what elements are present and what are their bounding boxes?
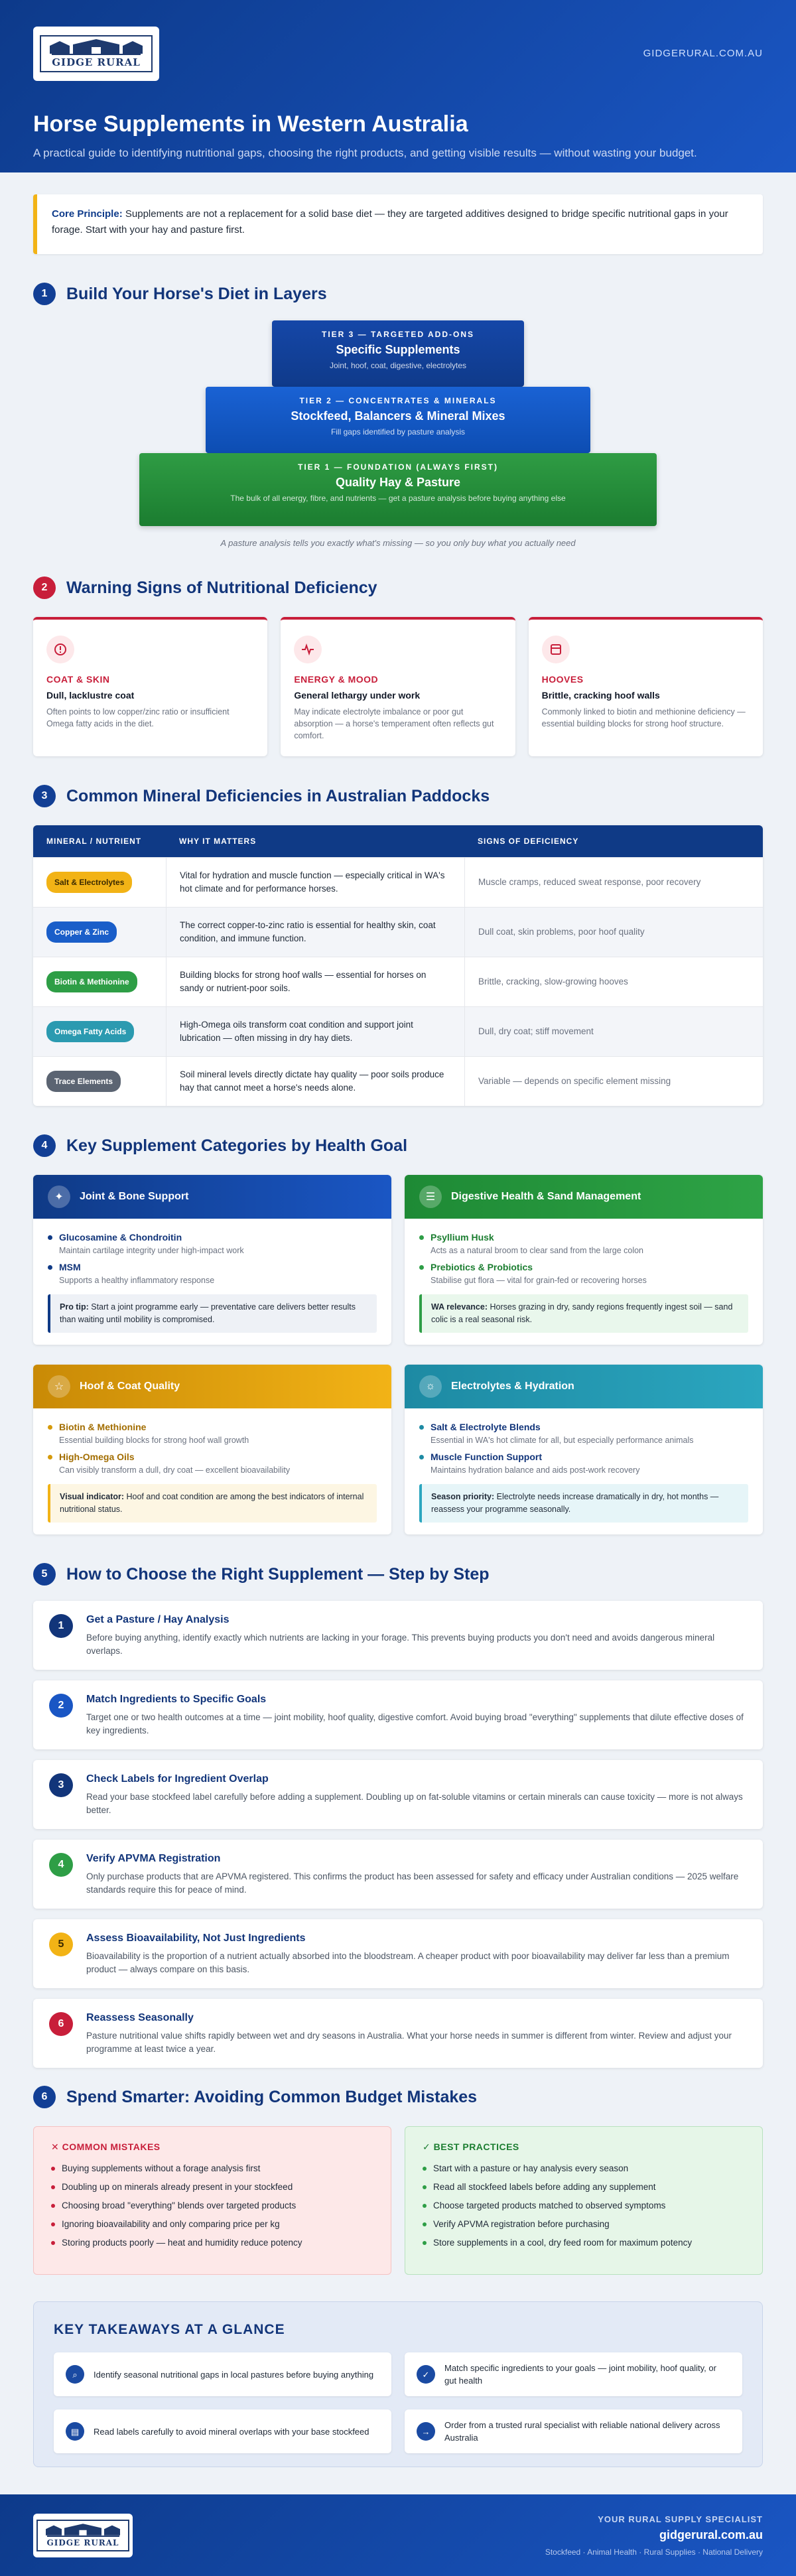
section-title: Build Your Horse's Diet in Layers	[66, 284, 327, 303]
pyramid-tier-3	[272, 320, 524, 387]
search-icon: ⌕	[66, 2365, 84, 2384]
step-number: 4	[49, 1853, 73, 1877]
list-item-text: Store supplements in a cool, dry feed room for maximum potency	[433, 2238, 693, 2248]
bullet-dot	[51, 2185, 55, 2189]
step-number: 1	[49, 1614, 73, 1638]
takeaway-text: Order from a trusted rural specialist with reliable national delivery across Australia	[444, 2420, 720, 2443]
section-3-heading	[33, 783, 763, 809]
list-item-text: Choose targeted products matched to observed symptoms	[433, 2201, 666, 2210]
warning-category: COAT & SKIN	[46, 674, 110, 685]
bullet-dot	[48, 1455, 52, 1459]
category-body	[405, 1219, 763, 1345]
site-url-link[interactable]: GIDGERURAL.COM.AU	[643, 48, 763, 59]
tier-desc: Fill gaps identified by pasture analysis	[330, 427, 466, 437]
why-cell: High-Omega oils transform coat condition and support joint lubrication — often missing in dry hay diets.	[166, 1007, 464, 1056]
section-number: 3	[33, 785, 56, 807]
category-item-desc: Essential building blocks for strong hoof wall growth	[59, 1436, 249, 1445]
takeaway-text: Identify seasonal nutritional gaps in local pastures before buying anything	[94, 2369, 374, 2380]
table-row	[33, 907, 763, 957]
tier-desc: The bulk of all energy, fibre, and nutrients — get a pasture analysis before buying anything else	[230, 494, 566, 503]
note-label: Visual indicator:	[60, 1492, 125, 1501]
step-desc: Target one or two health outcomes at a time — joint mobility, hoof quality, digestive comfort. Avoid buying broad "everything" supplements that dilute effective doses of key ingredients.	[86, 1712, 744, 1735]
best-practices-card	[405, 2126, 763, 2275]
label-icon: ▤	[66, 2422, 84, 2441]
supplement-categories	[33, 1175, 763, 1534]
item-title-text: Glucosamine & Chondroitin	[59, 1232, 182, 1243]
step-content	[86, 1932, 747, 1975]
list-item-text: Start with a pasture or hay analysis every season	[433, 2163, 629, 2173]
takeaway-item	[54, 2409, 391, 2453]
logo[interactable]	[33, 27, 159, 81]
section-title: Common Mineral Deficiencies in Australian Paddocks	[66, 786, 490, 805]
category-note	[419, 1484, 748, 1523]
barn-icon	[46, 39, 146, 54]
list-item-text: Choosing broad "everything" blends over targeted products	[62, 2201, 297, 2210]
category-item-desc: Can visibly transform a dull, dry coat — excellent bioavailability	[59, 1465, 291, 1475]
list-item-text: Buying supplements without a forage analysis first	[62, 2163, 261, 2173]
section-number: 6	[33, 2086, 56, 2108]
category-item-desc: Supports a healthy inflammatory response	[59, 1276, 215, 1285]
category-note	[48, 1294, 377, 1333]
category-item-desc: Stabilise gut flora — vital for grain-fed or recovering horses	[431, 1276, 647, 1285]
signs-cell: Brittle, cracking, slow-growing hooves	[464, 957, 763, 1006]
category-item-title	[48, 1422, 377, 1432]
item-title-text: Muscle Function Support	[431, 1452, 542, 1462]
sun-icon: ☼	[419, 1375, 442, 1398]
check-circle-icon: ✓	[417, 2365, 435, 2384]
note-label: WA relevance:	[431, 1302, 488, 1312]
step-card	[33, 1680, 763, 1749]
tier-title: Quality Hay & Pasture	[335, 476, 461, 489]
warning-desc: Often points to low copper/zinc ratio or insufficient Omega fatty acids in the diet.	[46, 707, 230, 728]
category-item-title	[419, 1422, 748, 1432]
note-text: Start a joint programme early — preventative care delivers better results than waiting until mobility is compromised.	[60, 1302, 356, 1324]
sparkle-icon: ✦	[48, 1186, 70, 1208]
footer-url-link[interactable]: gidgerural.com.au	[659, 2528, 763, 2542]
item-title-text: Psyllium Husk	[431, 1232, 494, 1243]
takeaways-title: KEY TAKEAWAYS AT A GLANCE	[54, 2322, 285, 2337]
list-item	[423, 2219, 745, 2229]
category-item-desc: Essential in WA's hot climate for all, but especially performance animals	[431, 1436, 694, 1445]
signs-cell: Variable — depends on specific element missing	[464, 1057, 763, 1106]
category-card	[405, 1365, 763, 1534]
pyramid-tier-1	[139, 453, 657, 526]
bullet-dot	[419, 1235, 424, 1240]
section-title: Key Supplement Categories by Health Goal	[66, 1136, 408, 1155]
nutrient-pill: Biotin & Methionine	[46, 971, 137, 992]
page-footer	[0, 2494, 796, 2576]
list-item	[423, 2201, 745, 2210]
bullet-dot	[48, 1265, 52, 1270]
category-item-title	[419, 1262, 748, 1272]
step-number: 5	[49, 1932, 73, 1956]
step-content	[86, 1694, 747, 1736]
note-label: Pro tip:	[60, 1302, 89, 1312]
section-number: 4	[33, 1134, 56, 1157]
category-title: Electrolytes & Hydration	[451, 1381, 574, 1392]
budget-comparison	[33, 2126, 763, 2275]
signs-cell: Muscle cramps, reduced sweat response, poor recovery	[464, 858, 763, 907]
category-item-title	[419, 1232, 748, 1243]
category-card	[405, 1175, 763, 1345]
why-cell: The correct copper-to-zinc ratio is essential for healthy skin, coat condition, and immune function.	[166, 908, 464, 957]
column-header: MINERAL / NUTRIENT	[46, 837, 142, 846]
item-title-text: MSM	[59, 1262, 81, 1272]
category-header	[405, 1175, 763, 1219]
category-item-title	[48, 1452, 377, 1462]
step-desc: Before buying anything, identify exactly which nutrients are lacking in your forage. This prevents buying products you don't need and avoids dangerous mineral overlaps.	[86, 1633, 715, 1656]
tier-label: TIER 1 — FOUNDATION (ALWAYS FIRST)	[297, 462, 498, 472]
warning-title: Dull, lacklustre coat	[46, 690, 135, 701]
barn-icon	[43, 2524, 123, 2536]
category-body	[33, 1219, 391, 1345]
list-item-text: Ignoring bioavailability and only comparing price per kg	[62, 2219, 280, 2229]
warning-desc: May indicate electrolyte imbalance or poor gut absorption — a horse's temperament often reflects gut comfort.	[294, 707, 494, 740]
list-item	[51, 2219, 373, 2229]
nutrient-cell	[33, 1071, 166, 1092]
step-list	[33, 1601, 763, 2068]
principle-text: Supplements are not a replacement for a solid base diet — they are targeted additives designed to bridge specific nutritional gaps in your forage. Start with your hay and pasture first.	[52, 208, 728, 236]
category-item-desc: Maintain cartilage integrity under high-impact work	[59, 1246, 244, 1255]
item-title-text: Prebiotics & Probiotics	[431, 1262, 533, 1272]
list-item	[51, 2163, 373, 2173]
step-title: Verify APVMA Registration	[86, 1853, 221, 1864]
bullet-dot	[423, 2167, 427, 2171]
step-number: 3	[49, 1773, 73, 1797]
note-text: Hoof and coat condition are among the best indicators of internal nutritional status.	[60, 1492, 364, 1514]
step-number: 6	[49, 2012, 73, 2036]
category-body	[405, 1408, 763, 1534]
takeaway-text: Read labels carefully to avoid mineral overlaps with your base stockfeed	[94, 2426, 369, 2437]
category-item-desc: Maintains hydration balance and aids post-work recovery	[431, 1465, 640, 1475]
mistakes-card	[33, 2126, 391, 2275]
section-4-heading	[33, 1132, 763, 1159]
nutrient-cell	[33, 971, 166, 992]
why-cell: Building blocks for strong hoof walls — essential for horses on sandy or nutrient-poor soils.	[166, 957, 464, 1006]
step-desc: Pasture nutritional value shifts rapidly between wet and dry seasons in Australia. What your horse needs in summer is different from winter. Review and adjust your programme at least twice a year.	[86, 2031, 732, 2054]
bullet-dot	[423, 2241, 427, 2245]
bullet-dot	[423, 2204, 427, 2208]
section-2-heading	[33, 575, 763, 601]
alert-circle-icon	[46, 636, 74, 663]
bullet-dot	[419, 1425, 424, 1430]
step-number: 2	[49, 1694, 73, 1718]
category-item-desc: Acts as a natural broom to clear sand from the large colon	[431, 1246, 643, 1255]
page-subtitle: A practical guide to identifying nutritional gaps, choosing the right products, and getting visible results — without wasting your budget.	[33, 147, 697, 159]
section-title: Warning Signs of Nutritional Deficiency	[66, 578, 377, 597]
best-practices-title: ✓ BEST PRACTICES	[423, 2141, 519, 2152]
activity-icon	[294, 636, 322, 663]
nutrient-cell	[33, 921, 166, 943]
tier-label: TIER 2 — CONCENTRATES & MINERALS	[299, 396, 497, 405]
column-header: SIGNS OF DEFICIENCY	[478, 837, 579, 846]
step-title: Reassess Seasonally	[86, 2012, 194, 2023]
step-card	[33, 1601, 763, 1670]
table-header	[33, 825, 763, 857]
nutrient-cell	[33, 1021, 166, 1042]
section-number: 1	[33, 283, 56, 305]
category-card	[33, 1175, 391, 1345]
page-header	[0, 0, 796, 172]
warning-cards	[33, 617, 763, 756]
footer-label: YOUR RURAL SUPPLY SPECIALIST	[598, 2514, 763, 2524]
list-item	[423, 2182, 745, 2192]
list-item	[423, 2163, 745, 2173]
bullet-dot	[51, 2241, 55, 2245]
bullet-dot	[423, 2185, 427, 2189]
list-item	[51, 2238, 373, 2248]
step-card	[33, 1840, 763, 1909]
bullet-dot	[51, 2204, 55, 2208]
step-title: Get a Pasture / Hay Analysis	[86, 1614, 230, 1625]
why-cell: Vital for hydration and muscle function — especially critical in WA's hot climate and for performance horses.	[166, 858, 464, 907]
category-header	[405, 1365, 763, 1408]
step-content	[86, 1773, 747, 1816]
warning-card	[281, 617, 515, 756]
takeaway-text: Match specific ingredients to your goals — joint mobility, hoof quality, or gut health	[444, 2363, 716, 2386]
section-title: Spend Smarter: Avoiding Common Budget Mistakes	[66, 2087, 478, 2106]
mineral-table	[33, 825, 763, 1106]
logo-text: GIDGE RURAL	[47, 2536, 119, 2547]
note-label: Season priority:	[431, 1492, 495, 1501]
star-icon: ☆	[48, 1375, 70, 1398]
step-card	[33, 1760, 763, 1829]
nutrient-pill: Salt & Electrolytes	[46, 872, 132, 893]
list-item-text: Doubling up on minerals already present in your stockfeed	[62, 2182, 293, 2192]
diet-pyramid	[33, 320, 763, 539]
bullet-dot	[419, 1455, 424, 1459]
step-content	[86, 1614, 747, 1657]
list-item	[51, 2182, 373, 2192]
category-header	[33, 1365, 391, 1408]
note-text: Horses grazing in dry, sandy regions frequently ingest soil — sand colic is a real seasonal risk.	[431, 1302, 733, 1324]
step-desc: Only purchase products that are APVMA registered. This confirms the product has been assessed for safety and efficacy under Australian conditions — 2025 welfare standards require this for peace of mind.	[86, 1871, 739, 1895]
footer-logo[interactable]	[33, 2514, 133, 2557]
warning-card	[33, 617, 267, 756]
tier-title: Specific Supplements	[336, 343, 460, 356]
principle-label: Core Principle:	[52, 208, 123, 220]
list-item-text: Read all stockfeed labels before adding any supplement	[433, 2182, 656, 2192]
list-item	[423, 2238, 745, 2248]
section-5-heading	[33, 1561, 763, 1588]
warning-desc: Commonly linked to biotin and methionine deficiency — essential building blocks for strong hoof structure.	[541, 707, 746, 728]
category-title: Joint & Bone Support	[80, 1191, 189, 1202]
step-title: Assess Bioavailability, Not Just Ingredients	[86, 1932, 306, 1944]
step-content	[86, 2012, 747, 2055]
step-desc: Bioavailability is the proportion of a nutrient actually absorbed into the bloodstream. A cheaper product with poor bioavailability may deliver far less than a premium product — always compare on this basis.	[86, 1951, 730, 1974]
section-6-heading	[33, 2084, 763, 2110]
warning-category: ENERGY & MOOD	[294, 674, 379, 685]
nutrient-pill: Copper & Zinc	[46, 921, 117, 943]
category-note	[419, 1294, 748, 1333]
category-note	[48, 1484, 377, 1523]
footer-links: Stockfeed · Animal Health · Rural Supplies · National Delivery	[545, 2547, 763, 2557]
signs-cell: Dull, dry coat; stiff movement	[464, 1007, 763, 1056]
table-row	[33, 957, 763, 1006]
takeaways-panel	[33, 2301, 763, 2467]
check-icon: ✓	[423, 2141, 434, 2152]
nutrient-cell	[33, 872, 166, 893]
page-title: Horse Supplements in Western Australia	[33, 111, 468, 137]
list-item	[51, 2201, 373, 2210]
section-title: How to Choose the Right Supplement — Step by Step	[66, 1564, 490, 1584]
close-icon: ✕	[51, 2141, 62, 2152]
logo-text: GIDGE RURAL	[52, 54, 141, 68]
bullet-dot	[423, 2222, 427, 2226]
warning-category: HOOVES	[541, 674, 584, 685]
section-number: 5	[33, 1563, 56, 1586]
bullet-dot	[48, 1425, 52, 1430]
tier-label: TIER 3 — TARGETED ADD-ONS	[321, 330, 474, 339]
item-title-text: Salt & Electrolyte Blends	[431, 1422, 541, 1432]
category-title: Digestive Health & Sand Management	[451, 1191, 641, 1202]
category-item-title	[48, 1232, 377, 1243]
list-item-text: Storing products poorly — heat and humidity reduce potency	[62, 2238, 302, 2248]
table-row	[33, 1056, 763, 1106]
table-row	[33, 857, 763, 907]
why-cell: Soil mineral levels directly dictate hay quality — poor soils produce hay that cannot meet a horse's needs alone.	[166, 1057, 464, 1106]
pyramid-caption: A pasture analysis tells you exactly what's missing — so you only buy what you actually need	[220, 538, 576, 548]
list-icon: ☰	[419, 1186, 442, 1208]
section-1-heading	[33, 281, 763, 307]
category-item-title	[419, 1452, 748, 1462]
takeaway-item	[54, 2352, 391, 2396]
step-content	[86, 1853, 747, 1895]
bullet-dot	[51, 2167, 55, 2171]
category-card	[33, 1365, 391, 1534]
bullet-dot	[48, 1235, 52, 1240]
signs-cell: Dull coat, skin problems, poor hoof quality	[464, 908, 763, 957]
table-row	[33, 1006, 763, 1056]
nutrient-pill: Trace Elements	[46, 1071, 121, 1092]
hoof-icon	[542, 636, 570, 663]
note-text: Electrolyte needs increase dramatically in dry, hot months — reassess your programme seasonally.	[431, 1492, 719, 1514]
bullet-dot	[419, 1265, 424, 1270]
category-title: Hoof & Coat Quality	[80, 1381, 180, 1392]
column-header: WHY IT MATTERS	[179, 837, 257, 846]
item-title-text: High-Omega Oils	[59, 1452, 135, 1462]
step-card	[33, 1999, 763, 2068]
section-number: 2	[33, 576, 56, 599]
item-title-text: Biotin & Methionine	[59, 1422, 147, 1432]
bullet-dot	[51, 2222, 55, 2226]
warning-title: Brittle, cracking hoof walls	[541, 690, 660, 701]
category-item-title	[48, 1262, 377, 1272]
arrow-right-icon: →	[417, 2422, 435, 2441]
category-header	[33, 1175, 391, 1219]
step-desc: Read your base stockfeed label carefully before adding a supplement. Doubling up on fat-soluble vitamins or certain minerals can cause toxicity — more is not always better.	[86, 1792, 743, 1815]
step-title: Match Ingredients to Specific Goals	[86, 1694, 267, 1705]
tier-title: Stockfeed, Balancers & Mineral Mixes	[291, 409, 505, 423]
nutrient-pill: Omega Fatty Acids	[46, 1021, 134, 1042]
list-item-text: Verify APVMA registration before purchasing	[433, 2219, 610, 2229]
tier-desc: Joint, hoof, coat, digestive, electrolytes	[329, 361, 467, 370]
warning-title: General lethargy under work	[294, 690, 421, 701]
core-principle-callout	[33, 194, 763, 254]
pyramid-tier-2	[206, 387, 590, 453]
takeaway-item	[405, 2352, 742, 2396]
category-body	[33, 1408, 391, 1534]
step-card	[33, 1919, 763, 1988]
warning-card	[529, 617, 763, 756]
takeaway-item	[405, 2409, 742, 2453]
mistakes-title: ✕ COMMON MISTAKES	[51, 2141, 161, 2152]
step-title: Check Labels for Ingredient Overlap	[86, 1773, 269, 1785]
